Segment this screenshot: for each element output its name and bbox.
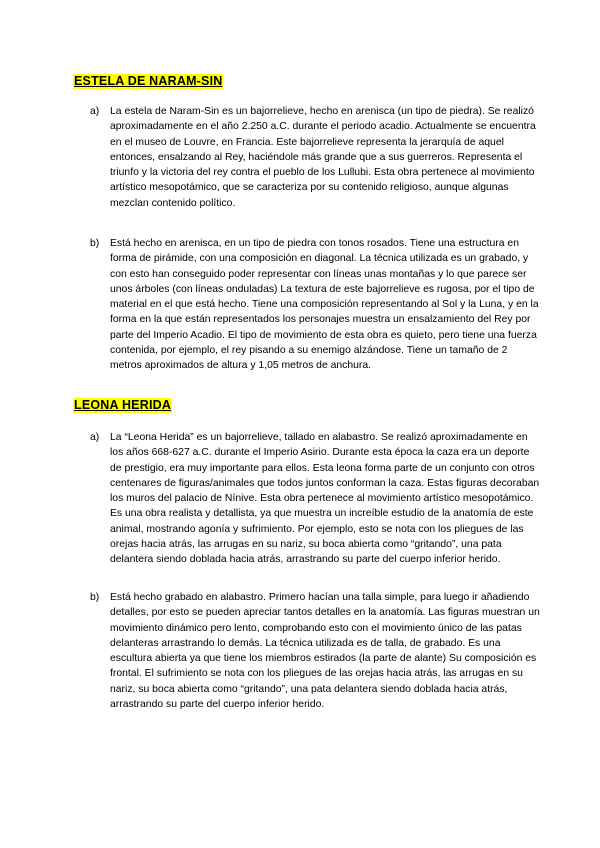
paragraph-text: La estela de Naram-Sin es un bajorrelieve, hecho en arenisca (un tipo de piedra). Se realizó aproximadamente en el año 2.250 a.C. durante el periodo acadio. Actualmente se encuentra en el museo de Louvre, en Francia. Este bajorrelieve representa la jerarquía de aquel entonces, ensalzando al Rey, haciéndole más grande que a sus guerreros. Representa el triunfo y la victoria del rey contra el pueblo de los Lullubi. Esta obra pertenece al movimiento artístico mesopotámico, que se caracteriza por su contenido religioso, aunque algunas mezclan contenido político. [110, 106, 536, 209]
paragraph-estela-b [90, 236, 540, 374]
list-marker: b) [90, 592, 100, 603]
list-marker: a) [90, 106, 100, 117]
list-marker: b) [90, 238, 100, 249]
paragraph-estela-a [90, 104, 540, 211]
paragraph-leona-b [90, 590, 540, 712]
list-marker: a) [90, 432, 100, 443]
paragraph-text: Está hecho en arenisca, en un tipo de piedra con tonos rosados. Tiene una estructura en forma de pirámide, con una composición en diagonal. La técnica utilizada es un grabado, y con esto han conseguido poder representar con líneas unas montañas y lo que parece ser unos árboles (con líneas onduladas) La textura de este bajorrelieve es rugosa, por el tipo de material en el que está hecho. Tiene una composición representando al Sol y la Luna, y en la forma en la que están representados los personajes muestra un ensalzamiento del Rey por parte del Imperio Acadio. El tipo de movimiento de esta obra es quieto, pero tiene una fuerza contenida, por ejemplo, el rey pisando a su enemigo alzándose. Tiene un tamaño de 2 metros aproximados de altura y 1,05 metros de anchura. [110, 238, 539, 372]
section-heading-leona: LEONA HERIDA [74, 398, 172, 412]
section-heading-estela: ESTELA DE NARAM-SIN [74, 74, 223, 88]
paragraph-text: Está hecho grabado en alabastro. Primero hacían una talla simple, para luego ir añadiendo detalles, por esto se pueden apreciar tantos detalles en la anatomía. Las figuras muestran un movimiento dinámico pero lento, comprobando esto con el movimiento único de las patas delanteras arrastrando lo demás. La técnica utilizada es de talla, de grabado. Es una escultura abierta ya que tiene los miembros estirados (la parte de alante) Su composición es frontal. El sufrimiento se nota con los pliegues de las orejas hacia atrás, las arrugas en su nariz, su boca abierta como “gritando”, una pata delantera siendo doblada hacia atrás, arrastrando su parte del cuerpo inferior herido. [110, 592, 540, 711]
paragraph-leona-a [90, 430, 540, 568]
paragraph-text: La “Leona Herida” es un bajorrelieve, tallado en alabastro. Se realizó aproximadamente en los años 668-627 a.C. durante el Imperio Asirio. Durante esta época la caza era un deporte de prestigio, era muy importante para ellos. Esta leona forma parte de un conjunto con otros centenares de figuras/animales que todos juntos conforman la caza. Estas figuras decoraban los muros del palacio de Nínive. Esta obra pertenece al movimiento artístico mesopotámico. Es una obra realista y detallista, ya que muestra un increíble estudio de la anatomía de este animal, mostrando agonía y sufrimiento. Por ejemplo, esto se nota con los pliegues de las orejas hacia atrás, las arrugas en su nariz, su boca abierta como “gritando”, una pata delantera siendo doblada hacia atrás, arrastrando su parte del cuerpo inferior herido. [110, 432, 540, 566]
